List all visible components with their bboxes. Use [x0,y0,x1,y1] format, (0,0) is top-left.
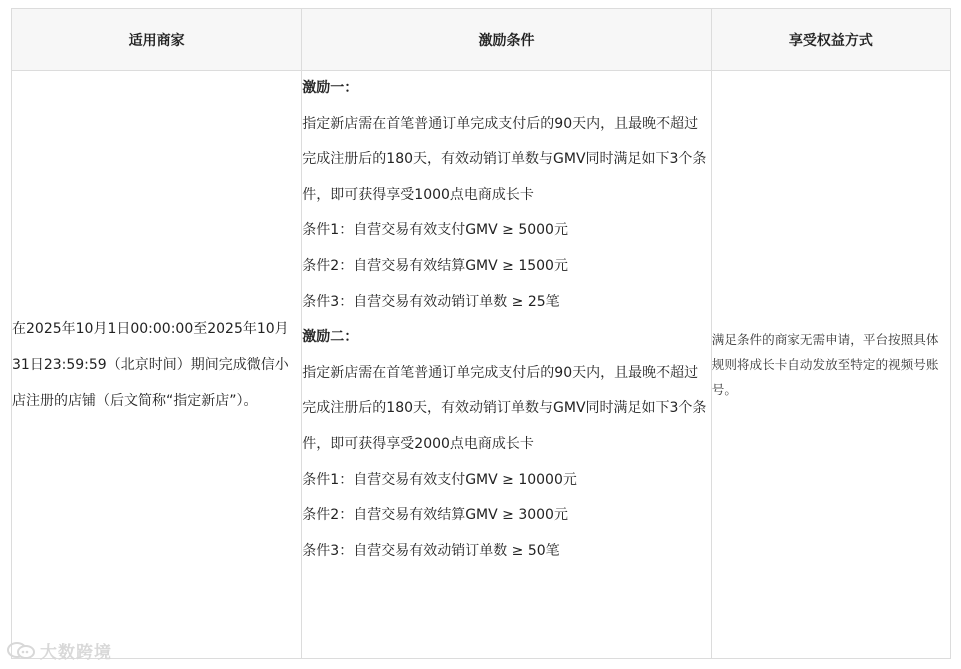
incentive-one-condition-1: 条件1：自营交易有效支付GMV ≥ 5000元 [302,222,568,239]
watermark-text: 大数跨境 [40,643,112,663]
table-row [12,71,951,659]
incentive-one-condition-3: 条件3：自营交易有效动销订单数 ≥ 25笔 [302,293,560,310]
incentive-one-condition-2: 条件2：自营交易有效结算GMV ≥ 1500元 [302,257,568,274]
header-benefit-method: 享受权益方式 [711,9,950,71]
incentive-two-condition-1: 条件1：自营交易有效支付GMV ≥ 10000元 [302,471,577,488]
incentive-one-description: 指定新店需在首笔普通订单完成支付后的90天内，且最晚不超过完成注册后的180天，有效动销订单数与GMV同时满足如下3个条件，即可获得享受1000点电商成长卡 [302,115,707,203]
incentive-two-description: 指定新店需在首笔普通订单完成支付后的90天内，且最晚不超过完成注册后的180天，有效动销订单数与GMV同时满足如下3个条件，即可获得享受2000点电商成长卡 [302,364,707,452]
conditions-cell [302,71,711,659]
merchant-cell: 在2025年10月1日00:00:00至2025年10月31日23:59:59（北京时间）期间完成微信小店注册的店铺（后文简称“指定新店”）。 [12,71,302,659]
incentive-two [302,320,710,569]
header-applicable-merchants: 适用商家 [12,9,302,71]
incentive-two-condition-2: 条件2：自营交易有效结算GMV ≥ 3000元 [302,507,568,524]
header-incentive-conditions: 激励条件 [302,9,711,71]
watermark [6,638,112,663]
incentive-two-title: 激励二： [302,329,359,346]
incentive-one-title: 激励一： [302,80,359,96]
table-header-row [12,9,951,71]
incentive-rules-table [11,8,951,659]
incentive-one [302,71,710,320]
chat-bubbles-logo-icon [6,640,36,662]
incentive-two-condition-3: 条件3：自营交易有效动销订单数 ≥ 50笔 [302,542,560,559]
benefit-cell: 满足条件的商家无需申请，平台按照具体规则将成长卡自动发放至特定的视频号账号。 [711,71,950,659]
